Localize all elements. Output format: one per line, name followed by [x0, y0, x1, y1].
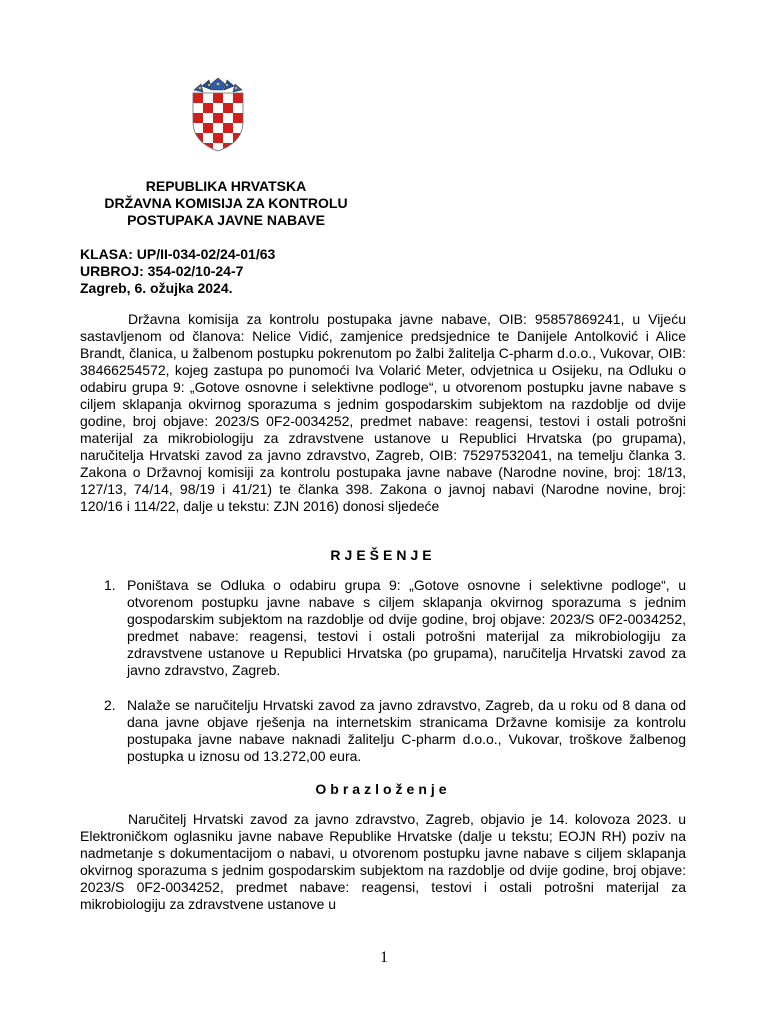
reasoning-paragraph: Naručitelj Hrvatski zavod za javno zdravstvo, Zagreb, objavio je 14. kolovoza 2023. u Elektroničkom oglasniku javne nabave Republike Hrvatske (dalje u tekstu; EOJN RH) poziv na nadmetanje s dokumentacijom o nabavi, u otvorenom postupku javne nabave s ciljem sklapanja okvirnog sporazuma s jednim gospodarskim subjektom na razdoblje od dvije godine, broj objave: 2023/S 0F2-0034252, predmet nabave: reagensi, testovi i ostali potrošni materijal za mikrobiologiju za zdravstvene ustanove u [80, 811, 686, 912]
croatian-coat-of-arms-icon [190, 78, 246, 152]
decision-item-number: 1. [104, 577, 116, 593]
decision-item-text: Poništava se Odluka o odabiru grupa 9: „Gotove osnovne i selektivne podloge“, u otvorenom postupku javne nabave s ciljem sklapanja okvirnog sporazuma s jednim gospodarskim subjektom na razdoblje od dvije godine, broj objave: 2023/S 0F2-0034252, predmet nabave: reagensi, testovi i ostali potrošni materijal za mikrobiologiju za zdravstvene ustanove u Republici Hrvatska (po grupama), naručitelja Hrvatski zavod za javno zdravstvo, Zagreb. [127, 577, 686, 678]
header-procurement: POSTUPAKA JAVNE NABAVE [127, 212, 325, 228]
decision-item [80, 577, 686, 679]
decision-title: RJEŠENJE [330, 547, 436, 563]
urbroj-line: URBROJ: 354-02/10-24-7 [80, 263, 244, 279]
place-date-line: Zagreb, 6. ožujka 2024. [80, 280, 233, 296]
header-commission: DRŽAVNA KOMISIJA ZA KONTROLU [104, 195, 348, 211]
decision-item-text: Nalaže se naručitelju Hrvatski zavod za javno zdravstvo, Zagreb, da u roku od 8 dana od dana javne objave rješenja na internetskim stranicama Državne komisije za kontrolu postupaka javne nabave naknadi žalitelju C-pharm d.o.o., Vukovar, troškove žalbenog postupka u iznosu od 13.272,00 eura. [127, 697, 686, 764]
document-meta [80, 246, 275, 297]
header-republic: REPUBLIKA HRVATSKA [145, 178, 307, 194]
decision-item-number: 2. [104, 697, 116, 713]
intro-paragraph: Državna komisija za kontrolu postupaka javne nabave, OIB: 95857869241, u Vijeću sastavljenom od članova: Nelice Vidić, zamjenice predsjednice te Danijele Antolković i Alice Brandt, članica, u žalbenom postupku pokrenutom po žalbi žalitelja C-pharm d.o.o., Vukovar, OIB: 38466254572, kojeg zastupa po punomoći Iva Volarić Meter, odvjetnica u Osijeku, na Odluku o odabiru grupa 9: „Gotove osnovne i selektivne podloge“, u otvorenom postupku javne nabave s ciljem sklapanja okvirnog sporazuma s jednim gospodarskim subjektom na razdoblje od dvije godine, broj objave: 2023/S 0F2-0034252, predmet nabave: reagensi, testovi i ostali potrošni materijal za mikrobiologiju za zdravstvene ustanove u Republici Hrvatska (po grupama), naručitelja Hrvatski zavod za javno zdravstvo, Zagreb, OIB: 75297532041, na temelju članka 3. Zakona o Državnoj komisiji za kontrolu postupaka javne nabave (Narodne novine, broj: 18/13, 127/13, 74/14, 98/19 i 41/21) te članka 398. Zakona o javnoj nabavi (Narodne novine, broj: 120/16 i 114/22, dalje u tekstu: ZJN 2016) donosi sljedeće [80, 311, 686, 514]
page-number: 1 [380, 949, 388, 966]
klasa-line: KLASA: UP/II-034-02/24-01/63 [80, 246, 276, 262]
reasoning-title: Obrazloženje [315, 781, 451, 797]
decision-item [80, 697, 686, 765]
